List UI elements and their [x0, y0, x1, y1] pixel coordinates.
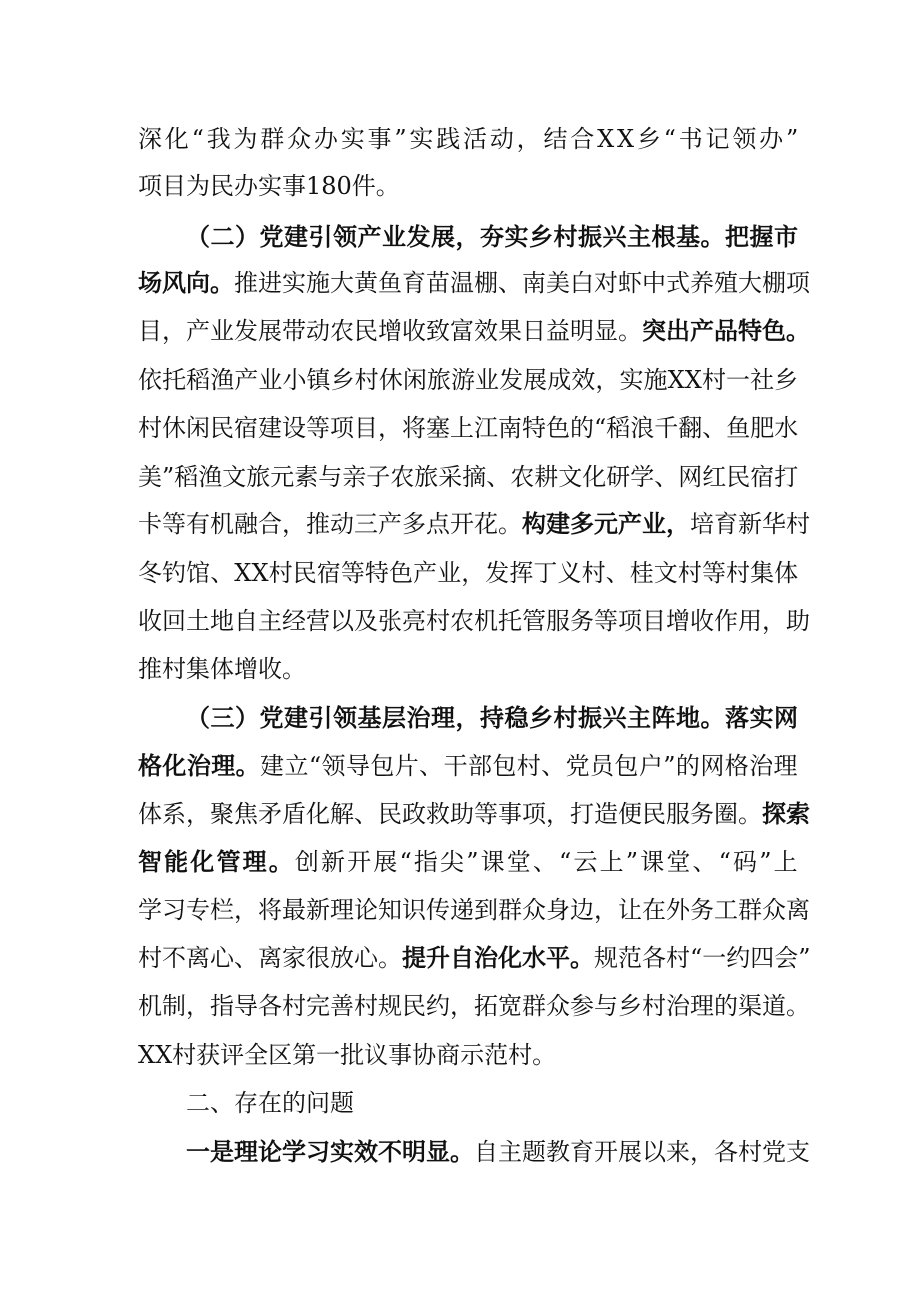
text-run: 项目为民办实事180件。 [138, 172, 400, 200]
text-line-22 [186, 1137, 810, 1167]
section-heading-3 [186, 703, 799, 733]
text-line-15 [138, 799, 810, 829]
chapter-heading-problems [186, 1088, 354, 1118]
text-run: 培育新华村 [690, 510, 810, 538]
text-run: 村休闲民宿建设等项目，将塞上江南特色的“稻浪千翻、鱼肥水 [138, 414, 799, 442]
bold-phrase: 智能化管理。 [138, 847, 295, 876]
text-run: 创新开展“指尖”课堂、“云上”课堂、“码”上 [294, 848, 800, 876]
text-run: 建立“领导包片、干部包村、党员包户”的网格治理 [260, 752, 798, 780]
text-line-8 [138, 462, 798, 492]
text-run: 二、存在的问题 [186, 1089, 354, 1117]
text-run: 卡等有机融合，推动三产多点开花。 [138, 510, 522, 538]
text-line-7 [138, 413, 798, 443]
text-run: 目，产业发展带动农民增收致富效果日益明显。 [138, 317, 642, 345]
bold-phrase: （二）党建引领产业发展，夯实乡村振兴主根基。把握市 [186, 222, 799, 251]
text-run: 体系，聚焦矛盾化解、民政救助等事项，打造便民服务圈。 [138, 800, 762, 828]
bold-phrase: 提升自治化水平。 [402, 943, 594, 972]
text-line-9 [138, 509, 810, 539]
text-run: 自主题教育开展以来，各村党支 [474, 1138, 810, 1166]
text-run: 冬钓馆、XX村民宿等特色产业，发挥丁义村、桂文村等村集体 [138, 559, 799, 587]
text-line-2 [138, 171, 400, 201]
text-line-12 [138, 654, 306, 684]
bold-phrase: （三）党建引领基层治理，持稳乡村振兴主阵地。落实网 [186, 703, 799, 732]
text-line-11 [138, 606, 810, 636]
text-line-19 [138, 991, 810, 1021]
text-line-1 [138, 124, 801, 154]
text-line-5 [138, 316, 810, 346]
text-run: 村不离心、离家很放心。 [138, 944, 402, 972]
text-line-6 [138, 365, 798, 395]
text-run: 推进实施大黄鱼育苗温棚、南美白对虾中式养殖大棚项 [234, 269, 810, 297]
text-run: 依托稻渔产业小镇乡村休闲旅游业发展成效，实施XX村一社乡 [138, 366, 799, 394]
text-line-18 [138, 943, 811, 973]
text-run: 美”稻渔文旅元素与亲子农旅采摘、农耕文化研学、网红民宿打 [138, 463, 799, 491]
section-heading-2 [186, 222, 799, 252]
text-line-20 [138, 1040, 556, 1070]
bold-phrase: 场风向。 [138, 268, 234, 297]
text-run: 学习专栏，将最新理论知识传递到群众身边，让在外务工群众离 [138, 896, 810, 924]
bold-phrase: 一是理论学习实效不明显。 [186, 1137, 474, 1166]
text-run: 推村集体增收。 [138, 655, 306, 683]
text-line-4 [138, 268, 810, 298]
text-run: 深化“我为群众办实事”实践活动，结合XX乡“书记领办” [138, 125, 802, 153]
bold-phrase: 突出产品特色。 [642, 316, 810, 345]
text-run: 规范各村“一约四会” [594, 944, 811, 972]
bold-phrase: 格化治理。 [138, 751, 261, 780]
text-line-10 [138, 558, 798, 588]
text-run: 收回土地自主经营以及张亮村农机托管服务等项目增收作用，助 [138, 607, 810, 635]
text-run: XX村获评全区第一批议事协商示范村。 [138, 1041, 557, 1069]
text-line-14 [138, 751, 798, 781]
bold-phrase: 构建多元产业， [522, 509, 690, 538]
text-line-17 [138, 895, 810, 925]
text-line-16 [138, 847, 800, 877]
bold-phrase: 探索 [762, 799, 810, 828]
text-run: 机制，指导各村完善村规民约，拓宽群众参与乡村治理的渠道。 [138, 992, 810, 1020]
